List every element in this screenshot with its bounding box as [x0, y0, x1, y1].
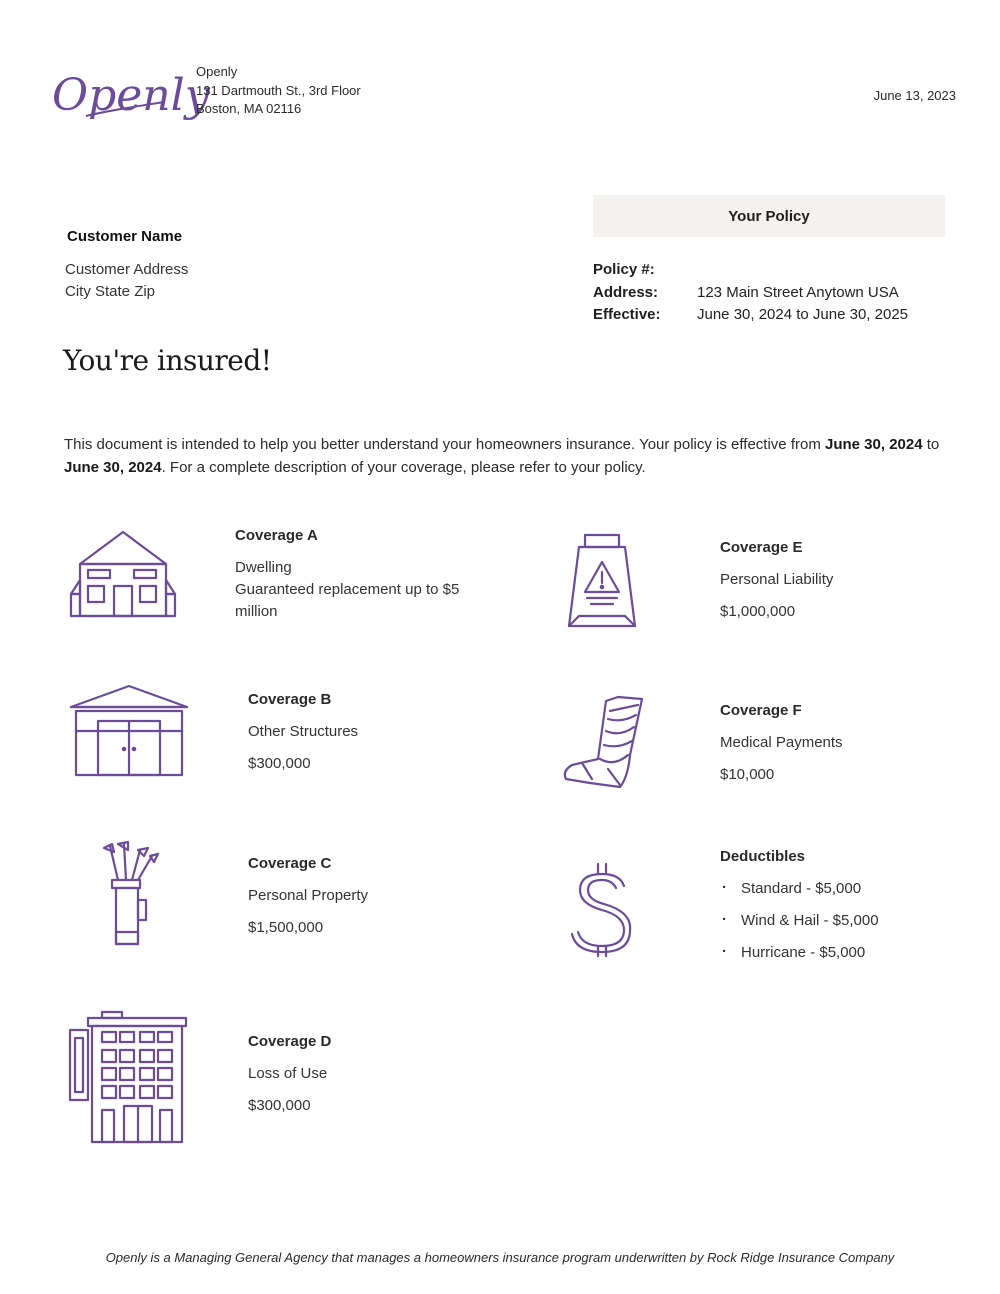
policy-effective-value: June 30, 2024 to June 30, 2025 [697, 306, 909, 323]
coverage-b [248, 689, 358, 775]
customer-name: Customer Name [67, 228, 183, 245]
customer-address-line2: City State Zip [65, 283, 156, 300]
coverage-a-title: Coverage A [235, 527, 318, 544]
coverage-d-amount: $300,000 [248, 1097, 311, 1114]
intro-text-3: . For a complete description of your coverage, please refer to your policy. [161, 459, 646, 476]
policy-number-row [593, 259, 908, 282]
policy-heading: Your Policy [593, 195, 945, 237]
coverage-f [720, 700, 843, 786]
coverage-b-type: Other Structures [248, 723, 359, 740]
page-title: You're insured! [63, 344, 272, 377]
coverage-d-type: Loss of Use [248, 1065, 328, 1082]
policy-address-label: Address: [593, 283, 659, 301]
policy-address-row [593, 282, 908, 305]
golf-bag-icon [98, 840, 162, 950]
coverage-e-title: Coverage E [720, 539, 803, 556]
company-street: 131 Dartmouth St., 3rd Floor [196, 82, 361, 98]
deductible-hurricane: · Hurricane - $5,000 [720, 942, 879, 964]
hotel-building-icon [66, 1008, 190, 1146]
coverage-b-amount: $300,000 [248, 755, 311, 772]
coverage-a-type: Dwelling [235, 559, 292, 576]
deductibles [720, 846, 879, 974]
deductibles-list [720, 878, 879, 964]
coverage-a [235, 525, 459, 623]
coverage-b-title: Coverage B [248, 691, 332, 708]
customer-address [65, 259, 188, 303]
company-name: Openly [196, 64, 238, 79]
coverage-e [720, 537, 833, 623]
house-icon [68, 528, 178, 620]
policy-effective-row [593, 304, 908, 327]
intro-text-1: This document is intended to help you better understand your homeowners insurance. Your policy is effective from [64, 436, 825, 453]
coverage-c-amount: $1,500,000 [248, 919, 324, 936]
policy-number-label: Policy #: [593, 261, 655, 278]
intro-end-date: June 30, 2024 [64, 459, 162, 476]
garage-icon [68, 683, 190, 779]
deductibles-title: Deductibles [720, 848, 806, 865]
intro-text-2: to [922, 436, 940, 453]
coverage-a-desc-cont: million [235, 603, 278, 620]
svg-text:Openly: Openly [52, 70, 210, 121]
intro-paragraph [64, 433, 944, 479]
coverage-a-desc: Guaranteed replacement up to $5 [235, 581, 460, 598]
coverage-f-amount: $10,000 [720, 766, 775, 783]
openly-logo [50, 58, 210, 134]
deductible-wind-hail: · Wind & Hail - $5,000 [720, 910, 879, 932]
customer-address-line1: Customer Address [65, 261, 189, 278]
company-city: Boston, MA 02116 [196, 101, 302, 116]
coverage-c-type: Personal Property [248, 887, 369, 904]
coverage-d-title: Coverage D [248, 1033, 332, 1050]
footer-disclaimer: Openly is a Managing General Agency that manages a homeowners insurance program underwritten by Rock Ridge Insurance Company [105, 1250, 895, 1265]
coverage-f-type: Medical Payments [720, 734, 843, 751]
policy-address-value: 123 Main Street Anytown USA [697, 283, 899, 301]
coverage-c [248, 853, 368, 939]
intro-start-date: June 30, 2024 [825, 436, 923, 453]
leg-cast-icon [560, 693, 646, 793]
company-address [196, 63, 361, 119]
coverage-f-title: Coverage F [720, 702, 802, 719]
policy-effective-label: Effective: [593, 306, 661, 323]
coverage-d [248, 1031, 331, 1117]
document-date: June 13, 2023 [873, 88, 956, 103]
coverage-e-amount: $1,000,000 [720, 603, 796, 620]
coverage-e-type: Personal Liability [720, 571, 834, 588]
deductible-standard: · Standard - $5,000 [720, 878, 879, 900]
dollar-sign-icon [570, 862, 634, 958]
wet-floor-sign-icon [565, 532, 639, 630]
coverage-c-title: Coverage C [248, 855, 332, 872]
policy-details [593, 259, 908, 327]
